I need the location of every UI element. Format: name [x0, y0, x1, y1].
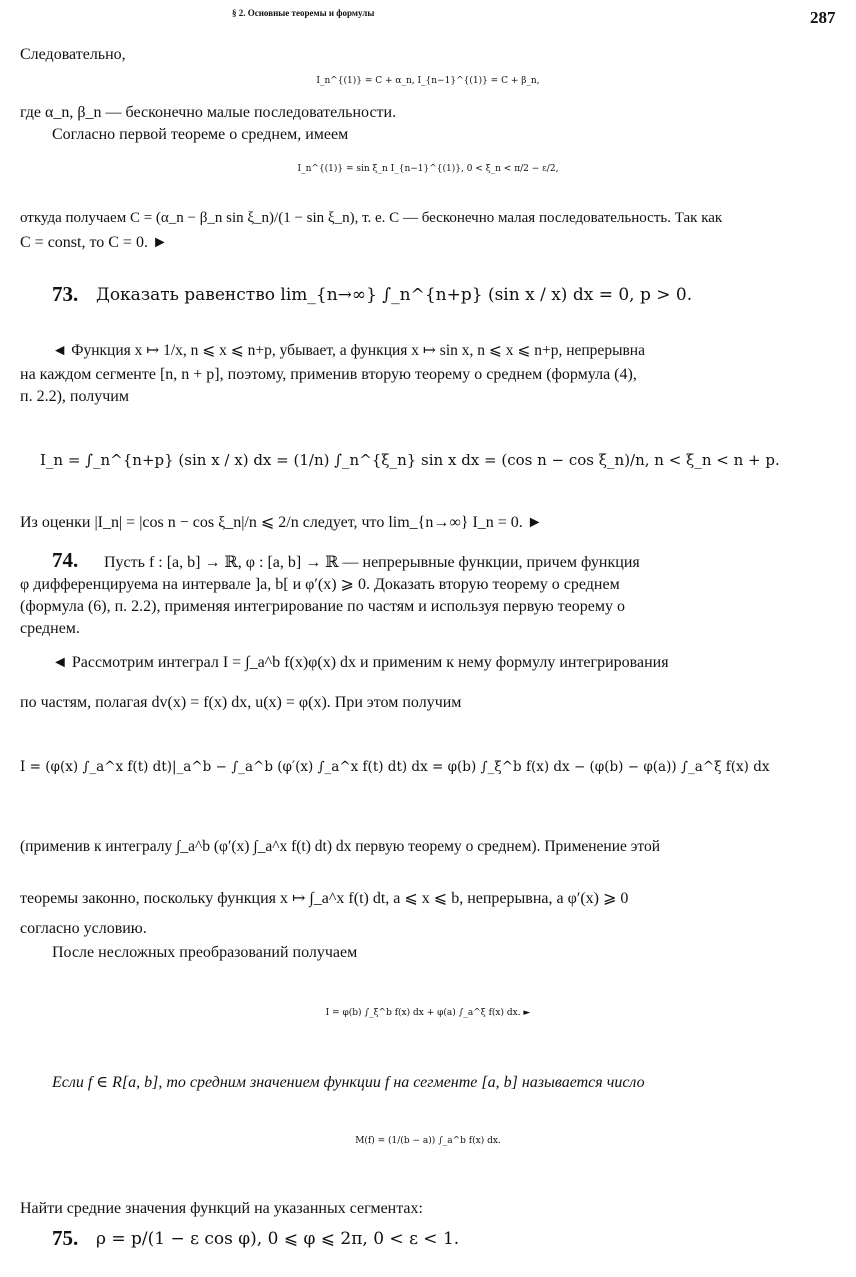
display-formula: I_n = ∫_n^{n+p} (sin x / x) dx = (1/n) ∫_n^{ξ_n} sin x dx = (cos n − cos ξ_n)/n, n < ξ_n < n + p. [40, 451, 780, 469]
text-line: ◄ Рассмотрим интеграл I = ∫_a^b f(x)φ(x) dx и применим к нему формулу интегрирования [52, 654, 669, 671]
text-line: Следовательно, [20, 46, 126, 63]
display-formula: I = (φ(x) ∫_a^x f(t) dt)|_a^b − ∫_a^b (φ′(x) ∫_a^x f(t) dt) dx = φ(b) ∫_ξ^b f(x) dx − (φ(b) − φ(a)) ∫_a^ξ f(x) dx [20, 759, 770, 775]
text-line: где α_n, β_n — бесконечно малые последовательности. [20, 104, 397, 121]
problem-number: 75. [52, 1226, 79, 1250]
problem-number: 74. [52, 548, 79, 572]
text-line: по частям, полагая dv(x) = f(x) dx, u(x) = φ(x). При этом получим [20, 694, 462, 711]
text-line: откуда получаем C = (α_n − β_n sin ξ_n)/(1 − sin ξ_n), т. е. C — бесконечно малая последовательность. Так как [20, 210, 723, 226]
text-line: Согласно первой теореме о среднем, имеем [52, 126, 349, 143]
text-line: φ дифференцируема на интервале ]a, b[ и φ′(x) ⩾ 0. Доказать вторую теорему о среднем [20, 576, 620, 593]
display-formula: I_n^{(1)} = sin ξ_n I_{n−1}^{(1)}, 0 < ξ_n < π/2 − ε/2, [297, 164, 559, 174]
display-formula: M(f) = (1/(b − a)) ∫_a^b f(x) dx. [355, 1136, 501, 1146]
text-line: Из оценки |I_n| = |cos n − cos ξ_n|/n ⩽ 2/n следует, что lim_{n→∞} I_n = 0. ► [20, 514, 543, 531]
text-line: п. 2.2), получим [20, 388, 129, 405]
problem-number: 73. [52, 282, 79, 306]
text-line: ◄ Функция x ↦ 1/x, n ⩽ x ⩽ n+p, убывает, а функция x ↦ sin x, n ⩽ x ⩽ n+p, непрерывна [52, 342, 645, 359]
text-line: C = const, то C = 0. ► [20, 234, 168, 251]
text-line: Найти средние значения функций на указанных сегментах: [20, 1200, 423, 1217]
problem-statement: Доказать равенство lim_{n→∞} ∫_n^{n+p} (sin x / x) dx = 0, p > 0. [96, 285, 693, 305]
text-line: теоремы законно, поскольку функция x ↦ ∫_a^x f(t) dt, a ⩽ x ⩽ b, непрерывна, а φ′(x) ⩾ 0 [20, 890, 629, 907]
text-line: (применив к интегралу ∫_a^b (φ′(x) ∫_a^x f(t) dt) dx первую теорему о среднем). Применение этой [20, 838, 661, 855]
display-formula: I_n^{(1)} = C + α_n, I_{n−1}^{(1)} = C + β_n, [316, 76, 540, 86]
problem-statement: ρ = p/(1 − ε cos φ), 0 ⩽ φ ⩽ 2π, 0 < ε < 1. [96, 1229, 460, 1249]
problem-statement: Пусть f : [a, b] → ℝ, φ : [a, b] → ℝ — непрерывные функции, причем функция [104, 554, 640, 571]
display-formula: I = φ(b) ∫_ξ^b f(x) dx + φ(a) ∫_a^ξ f(x) dx. ► [325, 1008, 531, 1018]
text-line: среднем. [20, 620, 80, 637]
page-number: 287 [810, 8, 836, 27]
section-title: § 2. Основные теоремы и формулы [232, 8, 375, 18]
definition-line: Если f ∈ R[a, b], то средним значением функции f на сегменте [a, b] называется число [52, 1074, 645, 1091]
text-line: После несложных преобразований получаем [52, 944, 358, 961]
text-line: на каждом сегменте [n, n + p], поэтому, применив вторую теорему о среднем (формула (4), [20, 366, 637, 383]
text-line: (формула (6), п. 2.2), применяя интегрирование по частям и используя первую теорему о [20, 598, 625, 615]
text-line: согласно условию. [20, 920, 147, 937]
